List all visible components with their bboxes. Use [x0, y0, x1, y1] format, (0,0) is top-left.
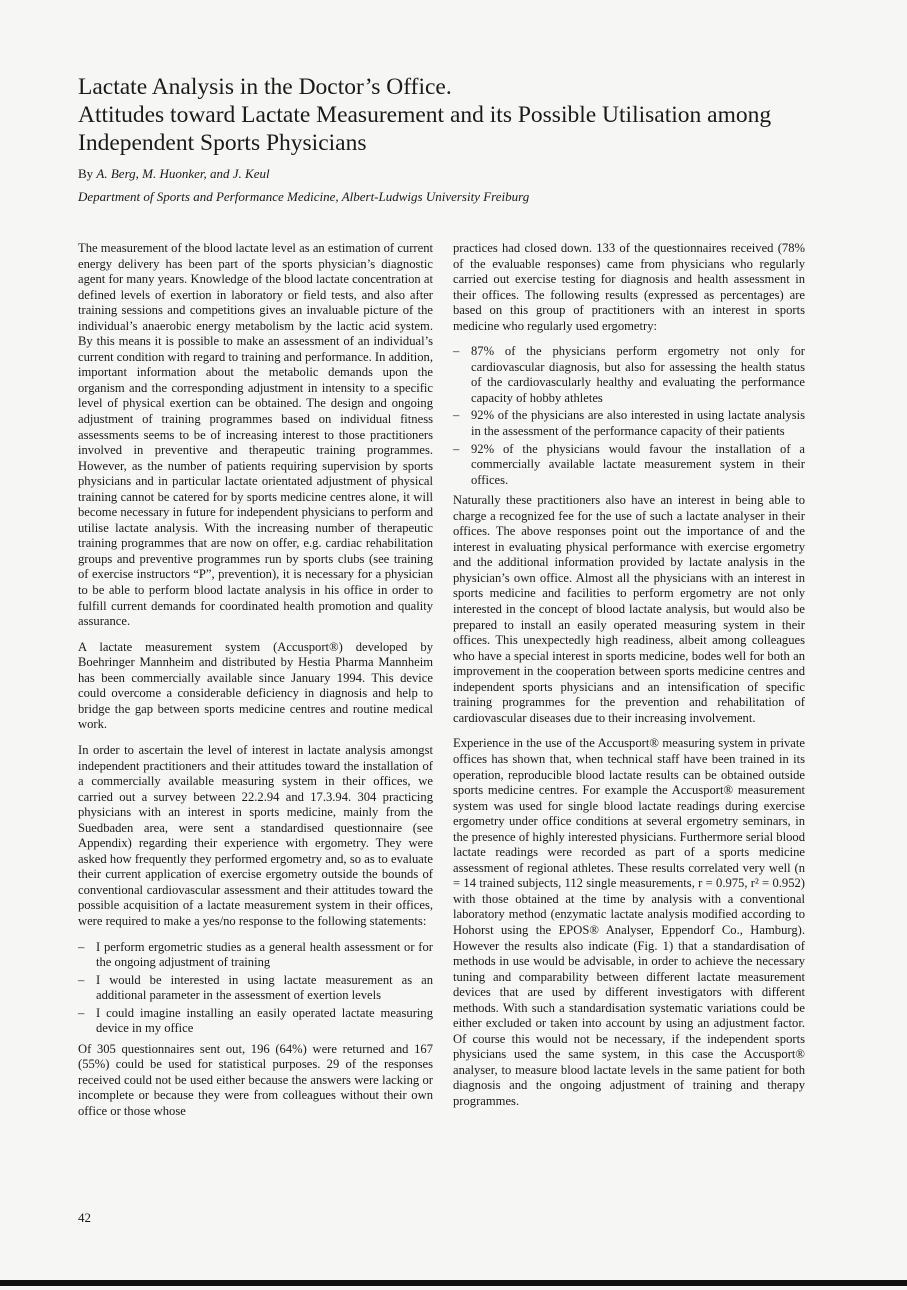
- bottom-divider: [0, 1280, 907, 1286]
- right-column: [453, 241, 805, 1120]
- paragraph-survey: In order to ascertain the level of interest in lactate analysis amongst independent practitioners and their attitudes toward the installation of a commercially available measuring system in their offices, we carried out a survey between 22.2.94 and 17.3.94. 304 practicing physicians with an interest in sports medicine, mainly from the Suedbaden area, were sent a standardised questionnaire (see Appendix) regarding their experience with ergometry. They were asked how frequently they performed ergometry and, so as to evaluate their current application of exercise ergometry outside the bounds of conventional cardiovascular assessment and their attitudes toward the possible acquisition of a lactate measurement system in their offices, were required to make a yes/no response to the following statements:: [78, 742, 433, 928]
- paragraph-intro: The measurement of the blood lactate level as an estimation of current energy delivery has been part of the sports physician’s diagnostic agent for many years. Knowledge of the blood lactate concentration at defined levels of exertion in laboratory or field tests, and also after training sessions and competitions gives an invaluable picture of the individual’s anaerobic energy metabolism by the lactic acid system. By this means it is possible to make an assessment of an individual’s current condition with regard to training and performance. In addition, important information about the metabolic demands upon the organism and the corresponding adjustment in intensity to a specific level of physical exertion can be obtained. The design and ongoing adjustment of training programmes based on individual fitness assessments seems to be of increasing interest to those practitioners involved in preventive and therapeutic training programmes. However, as the number of patients requiring supervision by sports physicians and in particular lactate orientated adjustment of physical training cannot be catered for by sports medicine centres alone, it will become necessary in future for independent physicians to perform and utilise lactate analysis. With the increasing number of therapeutic training programmes that are now on offer, e.g. cardiac rehabilitation groups and preventive programmes run by sports clubs (see training of exercise instructors “P”, prevention), it is necessary for a physician to be able to perform blood lactate analysis in his office in order to fulfill current demands for coordinated health promotion and quality assurance.: [78, 241, 433, 629]
- paragraph-responses: Of 305 questionnaires sent out, 196 (64%) were returned and 167 (55%) could be used for statistical purposes. 29 of the responses received could not be used either because the answers were lacking or incomplete or because they were from colleagues without their own office or those whose: [78, 1041, 433, 1118]
- results-list: [453, 344, 805, 488]
- list-item: – 87% of the physicians perform ergometry not only for cardiovascular diagnosis, but also for assessing the health status of the cardiovascularly healthy and evaluating the performance capacity of hobby athletes: [453, 344, 805, 406]
- survey-statements-list: [78, 940, 433, 1037]
- list-item: – I could imagine installing an easily operated lactate measuring device in my office: [78, 1006, 433, 1037]
- paragraph-practices: practices had closed down. 133 of the questionnaires received (78% of the evaluable responses) came from physicians who regularly carried out exercise testing for diagnosis and health assessment in their offices. The following results (expressed as percentages) are based on this group of practitioners with an interest in sports medicine who regularly used ergometry:: [453, 241, 805, 333]
- list-item: – I perform ergometric studies as a general health assessment or for the ongoing adjustment of training: [78, 940, 433, 971]
- paragraph-accusport: A lactate measurement system (Accusport®) developed by Boehringer Mannheim and distributed by Hestia Pharma Mannheim has been commercially available since January 1994. This device could overcome a considerable deficiency in diagnosis and help to bridge the gap between sports medicine centres and routine medical work.: [78, 639, 433, 732]
- byline: [78, 166, 270, 182]
- list-item: – 92% of the physicians are also interested in using lactate analysis in the assessment of the performance capacity of their patients: [453, 408, 805, 439]
- department-affiliation: Department of Sports and Performance Medicine, Albert-Ludwigs University Freiburg: [78, 189, 530, 204]
- left-column: [78, 241, 433, 1130]
- page-number: 42: [78, 1210, 91, 1225]
- byline-prefix: By: [78, 166, 97, 181]
- author-names: A. Berg, M. Huonker, and J. Keul: [96, 166, 270, 181]
- list-item: – I would be interested in using lactate measurement as an additional parameter in the assessment of exertion levels: [78, 973, 433, 1004]
- title-line-3: Independent Sports Physicians: [78, 130, 367, 156]
- list-item: – 92% of the physicians would favour the installation of a commercially available lactate measurement system in their offices.: [453, 442, 805, 489]
- paragraph-experience: Experience in the use of the Accusport® measuring system in private offices has shown that, when technical staff have been trained in its operation, reproducible blood lactate results can be obtained outside sports medicine centres. For example the Accusport® measurement system was used for single blood lactate readings during exercise ergometry under office conditions at several ergometry seminars, in the presence of highly interested physicians. Furthermore serial blood lactate readings were recorded as part of a sports medicine assessment of regional athletes. These results correlated very well (n = 14 trained subjects, 112 single measurements, r = 0.975, r² = 0.952) with those obtained at the time by analysis with a conventional laboratory method (enzymatic lactate analysis modified according to Hohorst using the EPOS® Analyser, Eppendorf Co., Hamburg). However the results also indicate (Fig. 1) that a standardisation of methods in use would be advisable, in order to achieve the necessary tuning and comparability between different lactate measurement devices that are used by different investigators with different methods. With such a standardisation systematic variations could be either excluded or taken into account by using an adjustment factor. Of course this would not be necessary, if the independent sports physicians used the same system, in this case the Accusport® analyser, to measure blood lactate levels in the same patient for both diagnosis and the ongoing adjustment of training and therapy programmes.: [453, 736, 805, 1108]
- paragraph-interpretation: Naturally these practitioners also have an interest in being able to charge a recognized fee for the use of such a lactate analyser in their offices. The above responses point out the importance of and the interest in evaluating physical performance with exercise ergometry and the additional information provided by lactate analysis in the physician’s own office. Almost all the physicians with an interest in sports medicine and facilities to perform ergometry are not only interested in the concept of blood lactate analysis, but would also be prepared to install an easily operated measuring system in their offices. This unexpectedly high readiness, albeit among colleagues who have a special interest in sports medicine, bodes well for both an improvement in the cooperation between sports medicine centres and independent sports physicians and an intensification of specific training programmes for the prevention and rehabilitation of cardiovascular diseases due to their increasing involvement.: [453, 493, 805, 725]
- title-line-2: Attitudes toward Lactate Measurement and its Possible Utilisation among: [78, 102, 772, 128]
- title-line-1: Lactate Analysis in the Doctor’s Office.: [78, 74, 452, 100]
- article-title: [78, 73, 838, 157]
